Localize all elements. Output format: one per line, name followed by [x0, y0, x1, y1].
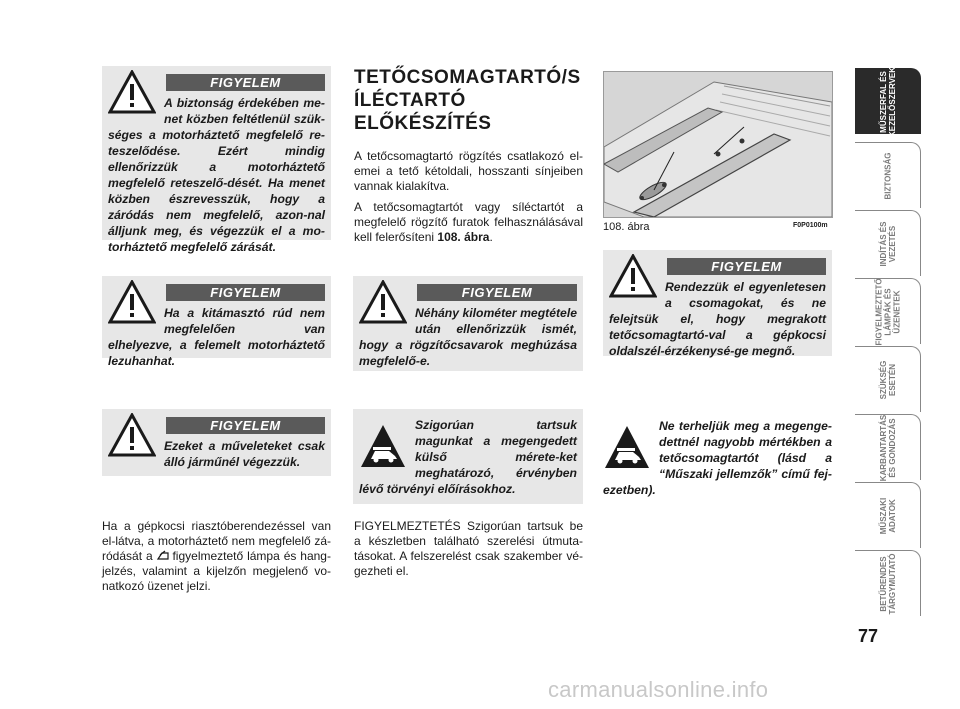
- paragraph-2-text: A tetőcsomagtartót vagy síléctartót a megfelelő rögzítő furatok felhasználásával kell felerősíteni: [354, 200, 583, 244]
- warning-text: Néhány kilométer megtétele után ellenőrizzük ismét, hogy a rögzítőcsavarok meghúzása megfelelő-e.: [359, 306, 577, 368]
- watermark: carmanualsonline.info: [548, 677, 769, 702]
- tab-safety[interactable]: [855, 142, 921, 208]
- paragraph-2-end: .: [489, 230, 493, 244]
- tab-starting-driving[interactable]: [855, 210, 921, 276]
- section-heading: TETŐCSOMAGTARTÓ/S ÍLÉCTARTÓ ELŐKÉSZÍTÉS: [354, 67, 581, 134]
- warning-text: Ezeket a műveleteket csak álló járműnél végezzük.: [164, 439, 325, 469]
- warning-text: Rendezzük el egyenletesen a csomagokat, és ne felejtsük el, hogy megrakott tetőcsomagtartó-val a gépkocsi oldalszél-érzékenysé-ge megnő.: [609, 280, 826, 358]
- car-roof-load-icon: [603, 424, 653, 474]
- warning-header: FIGYELEM: [417, 284, 577, 301]
- warning-triangle-icon: [359, 280, 409, 326]
- warning-text: A biztonság érdekében me-net közben feltétlenül szük-séges a motorháztető megfelelő re-teszelődése. Ezért mindig ellenőrizzük a motorháztető megfelelő reteszelő-dését. Ha menet közben észrevesszük, hogy a záródás nem megfelelő, azon-nal álljunk meg, és végezzük el a mo-torháztető megfelelő zárását.: [108, 96, 325, 254]
- tab-maintenance[interactable]: [855, 414, 921, 480]
- warning-triangle-icon: [108, 413, 158, 459]
- tab-label: MŰSZAKI ADATOK: [878, 497, 897, 534]
- tab-label: MŰSZERFAL ÉS KEZELŐSZERVEK: [878, 66, 897, 137]
- warning-triangle-icon: [108, 280, 158, 326]
- tab-index[interactable]: [855, 550, 921, 616]
- alarm-paragraph: [102, 519, 331, 594]
- tab-label: BIZTONSÁG: [883, 152, 892, 199]
- tab-technical-data[interactable]: [855, 482, 921, 548]
- figure-reference: 108. ábra: [437, 230, 490, 244]
- roof-rails-illustration: [604, 72, 832, 217]
- tab-emergency[interactable]: [855, 346, 921, 412]
- alarm-paragraph-end: figyelmeztető lámpa és hang-jelzés, valamint a kijelzőn megjelenő vo-natkozó üzenet jelzi.: [102, 549, 331, 593]
- middle-bottom-paragraph: FIGYELMEZTETÉS Szigorúan tartsuk be a készletben található szerelési útmuta-tásokat. A felszerelést csak szakember vé-gezheti el.: [354, 519, 583, 578]
- middle-paragraph-2: [354, 200, 583, 245]
- hood-open-warning-icon: [157, 550, 169, 561]
- warning-header: FIGYELEM: [166, 284, 325, 301]
- middle-paragraph-1: A tetőcsomagtartó rögzítés csatlakozó el-emei a tető kétoldali, hosszanti sínjeiben vannak kialakítva.: [354, 149, 583, 193]
- tab-label: FIGYELMEZTETŐ LÁMPÁK ÉS ÜZENETEK: [874, 277, 901, 346]
- warning-header: FIGYELEM: [667, 258, 826, 275]
- tab-label: SZÜKSÉG ESETÉN: [878, 360, 897, 399]
- note-text: Ne terheljük meg a megenge-dettnél nagyobb mértékben a tetőcsomagtartót (lásd a “Műszaki jellemzők” című fej-ezetben).: [603, 419, 832, 497]
- alarm-paragraph-start: Ha a gépkocsi riasztóberendezéssel van el-látva, a motorháztető nem megfelelő zá-ródását a: [102, 519, 331, 563]
- warning-box-luggage: [603, 250, 832, 356]
- warning-header: FIGYELEM: [166, 74, 325, 91]
- tab-warning-lights[interactable]: [855, 278, 921, 344]
- tab-instruments-controls[interactable]: [855, 66, 921, 137]
- tab-label: BETŰRENDES TÁRGYMUTATÓ: [878, 552, 897, 615]
- warning-text: Ha a kitámasztó rúd nem megfelelően van elhelyezve, a felemelt motorháztető lezuhanhat.: [108, 306, 325, 368]
- warning-box-bolts: [353, 276, 583, 371]
- tab-label: INDÍTÁS ÉS VEZETÉS: [878, 221, 897, 266]
- figure-label: 108. ábra: [603, 221, 650, 233]
- car-roof-load-icon: [359, 423, 409, 473]
- figure-code: F0P0100m: [793, 222, 828, 229]
- tab-label: KARBANTARTÁS ÉS GONDOZÁS: [878, 414, 897, 481]
- warning-box-prop-rod: [102, 276, 331, 368]
- warning-triangle-icon: [609, 254, 659, 300]
- note-box-dimensions: [353, 409, 583, 504]
- roof-rack-figure: [603, 71, 833, 218]
- warning-box-hood-lock: [102, 66, 331, 254]
- note-overload: [603, 418, 832, 498]
- warning-box-stationary: [102, 409, 331, 476]
- page-number: 77: [858, 626, 879, 646]
- note-text: Szigorúan tartsuk magunkat a megengedett külső mérete-ket meghatározó, érvényben lévő törvényi előírásokhoz.: [359, 418, 577, 496]
- warning-triangle-icon: [108, 70, 158, 116]
- warning-header: FIGYELEM: [166, 417, 325, 434]
